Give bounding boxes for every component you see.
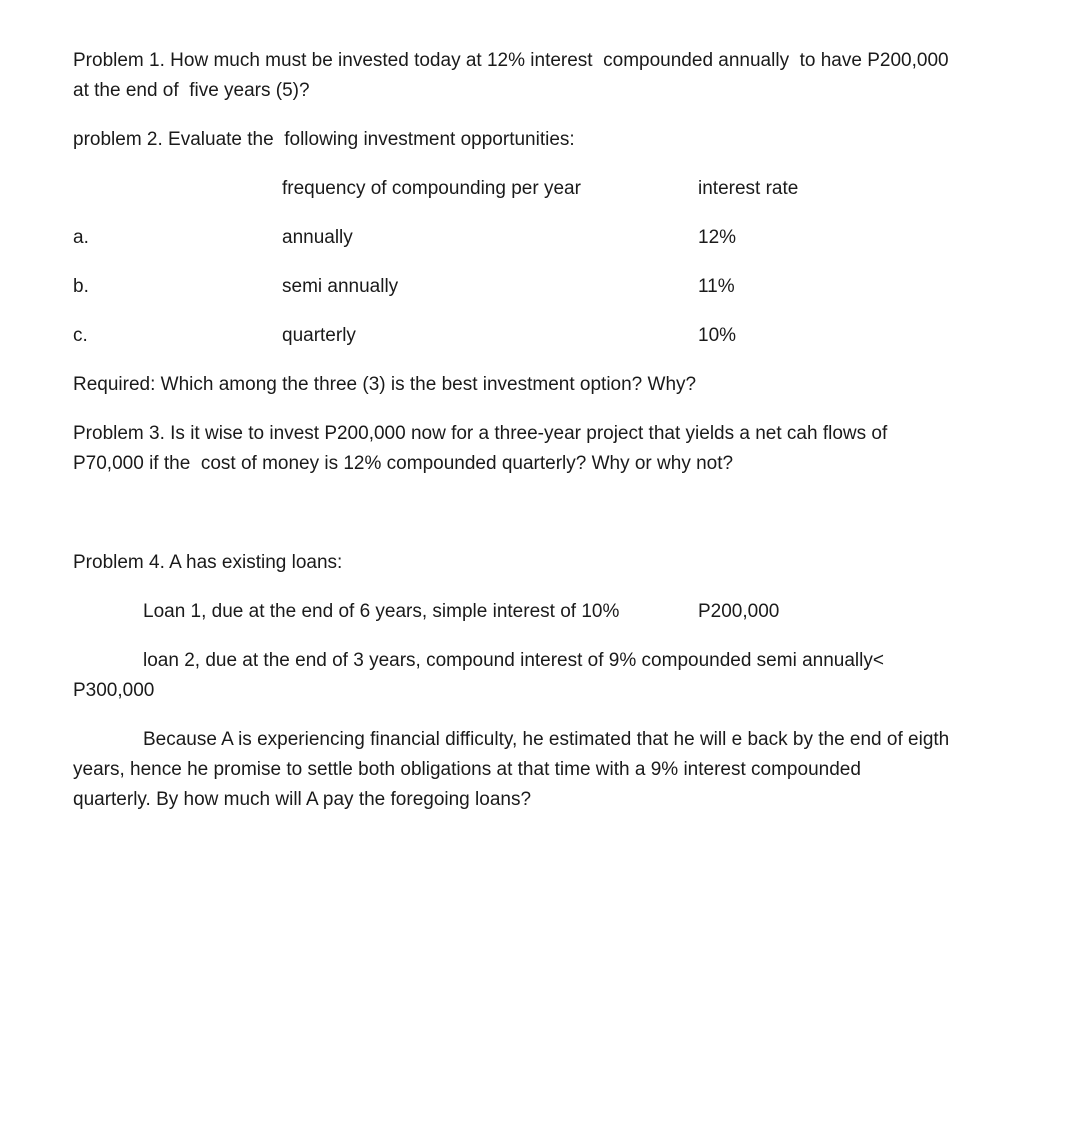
problem1-line2: at the end of five years (5)?: [73, 80, 310, 101]
problem1-line1: Problem 1. How much must be invested today at 12% interest compounded annually to have P200,000: [73, 50, 949, 71]
problem3-line1: Problem 3. Is it wise to invest P200,000 now for a three-year project that yields a net cah flows of: [73, 423, 888, 444]
option-rate: 11%: [698, 276, 735, 297]
option-frequency: semi annually: [282, 276, 399, 297]
problem2-required: Required: Which among the three (3) is the best investment option? Why?: [73, 374, 697, 395]
problem4-paragraph-line2: years, hence he promise to settle both obligations at that time with a 9% interest compounded: [73, 759, 861, 780]
problem4-paragraph-line3: quarterly. By how much will A pay the foregoing loans?: [73, 789, 532, 810]
column-header-interest-rate: interest rate: [698, 178, 799, 199]
option-frequency: annually: [282, 227, 353, 248]
column-header-frequency: frequency of compounding per year: [282, 178, 581, 199]
loan1-amount: P200,000: [698, 601, 780, 622]
option-label: a.: [73, 227, 89, 248]
problem4-paragraph-line1: Because A is experiencing financial difficulty, he estimated that he will e back by the end of eigth: [143, 729, 950, 750]
loan1-description: Loan 1, due at the end of 6 years, simple interest of 10%: [143, 601, 620, 622]
loan2-description: loan 2, due at the end of 3 years, compound interest of 9% compounded semi annually<: [143, 650, 884, 671]
option-label: c.: [73, 325, 88, 346]
problem4-heading: Problem 4. A has existing loans:: [73, 552, 343, 573]
option-label: b.: [73, 276, 89, 297]
loan2-amount: P300,000: [73, 680, 155, 701]
option-rate: 10%: [698, 325, 737, 346]
problem2-heading: problem 2. Evaluate the following investment opportunities:: [73, 129, 575, 150]
problem3-line2: P70,000 if the cost of money is 12% compounded quarterly? Why or why not?: [73, 453, 734, 474]
option-frequency: quarterly: [282, 325, 356, 346]
option-rate: 12%: [698, 227, 737, 248]
